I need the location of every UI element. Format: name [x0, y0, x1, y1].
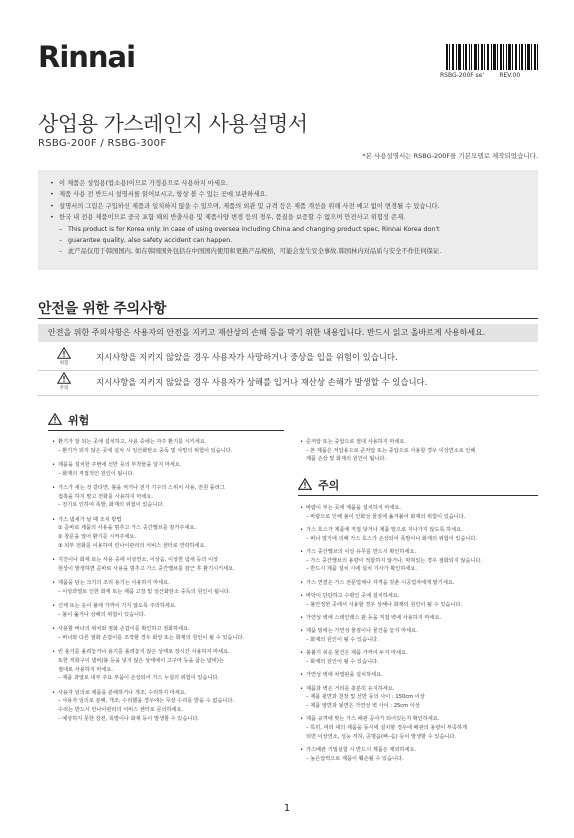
list-item: [300, 715, 467, 741]
item-detail: – 화재의 직접적인 원인이 됩니다.: [58, 470, 134, 477]
item-detail: – 제품 윗면과 천장 및 선반 등의 사이 : 150cm 이상: [306, 694, 425, 701]
symbol-row-danger: [38, 347, 538, 369]
item-text: • 사용할 버너의 위치와 점화 손잡이를 확인하고 점화하세요.: [52, 625, 244, 634]
item-detail: 되면 이상연소, 성능 저하, 공명음(삐–음) 등이 발생할 수 있습니다.: [306, 733, 457, 740]
item-text: • 준저압 또는 중압으로 절대 사용하지 마세요.: [300, 438, 475, 447]
list-item: [52, 689, 234, 724]
item-text: • 가스배관 기밀실험 시 반드시 제품은 제외하세요.: [300, 746, 416, 755]
notice-subitem: – 此产品仅用于韩国国内, 如在韩国国外包括在中国国内使用和更换产品规格，可能会发生安全事故.韩国林内对品质与安全不作任何保证.: [50, 246, 526, 257]
list-item: [300, 548, 482, 574]
item-detail: – 이상과열로 인한 화재 또는 제품 고장 및 일산화탄소 중독의 원인이 됩니다.: [58, 588, 231, 595]
item-text: • 사용자 임의로 제품을 분해하거나 개조, 수리하지 마세요.: [52, 689, 234, 698]
item-text: • 바닥이 단단하고 수평인 곳에 설치하세요.: [300, 592, 462, 601]
caution-heading: [298, 476, 538, 496]
item-detail: – 전기로 인하여 폭발, 화재의 위험이 있습니다.: [58, 502, 164, 509]
item-text: • 가스 연결은 가스 전문업체나 자격을 갖춘 시공업자에게 맡기세요.: [300, 579, 455, 588]
item-detail: 제품 손상 및 화재의 원인이 됩니다.: [306, 456, 387, 463]
symbol-description: 지시사항을 지키지 않았을 경우 사용자가 사망하거나 중상을 입을 위험이 있습니다.: [96, 352, 398, 362]
warning-triangle-icon: [48, 413, 62, 425]
page-number: 1: [283, 803, 291, 814]
list-item: [300, 671, 383, 680]
list-item: [52, 461, 181, 478]
model-note: *본 사용설명서는 RSBG-200F를 기본모델로 제작되었습니다.: [362, 152, 538, 160]
item-detail: – 사용자 임의로 분해, 개조, 수리했을 경우에는 무상 수리를 받을 수 없습니다.: [58, 698, 235, 705]
item-text: • 가스 중간밸브의 이상 유무를 반드시 확인하세요.: [300, 548, 482, 557]
item-detail: 절대로 사용하지 마세요.: [58, 666, 114, 673]
caution-divider: [298, 495, 538, 496]
item-detail: ③ 외부 전화를 이용하여 린나이관리의 서비스 센터로 연락하세요.: [58, 542, 207, 549]
brand-logo: Rinnai: [38, 40, 136, 74]
item-detail: – 제품 과열로 내부 주요 부품이 손상되어 가스 누설의 위험이 있습니다.: [58, 675, 220, 682]
item-detail: – 바람으로 인해 불이 인화성 물질에 옮겨붙어 화재의 위험이 있습니다.: [306, 513, 466, 520]
list-item: [300, 685, 425, 711]
caution-heading-text: 주의: [318, 479, 340, 492]
item-text: • 제품 규격에 맞는 가스 배관 공사가 되어있는지 확인하세요.: [300, 715, 467, 724]
item-text: • 빈 용기를 올려놓거나 용기를 올려놓지 않은 상태로 장시간 사용하지 마세요.: [52, 648, 230, 657]
item-text: • 바람이 부는 곳에 제품을 설치하지 마세요.: [300, 504, 465, 513]
list-item: [300, 504, 465, 521]
list-item: [300, 649, 408, 666]
item-text: • 제품을 담는 크기의 조리 용기는 사용하지 마세요.: [52, 579, 231, 588]
item-detail: – 화재의 원인이 될 수 있습니다.: [306, 659, 379, 665]
list-item: [300, 526, 477, 543]
list-item: [52, 602, 176, 619]
item-detail: – 특히, 여러 대의 제품을 동시에 설치할 경우에 배관의 용량이 부족하게: [306, 725, 468, 731]
item-text: • 제품을 설치한 주변에 선반 등의 부착물을 달지 마세요.: [52, 461, 181, 470]
danger-divider: [48, 430, 284, 431]
notice-item: • 한국 내 전용 제품이므로 중국 포함 해외 반출사용 및 제품사양 변경 등의 경우, 품질을 보증할 수 없으며 안전사고 위험성 존재.: [50, 212, 526, 223]
list-item: [52, 625, 244, 642]
notice-subitem: – This product is for Korea only. In case of using oversea including China and changing product spec, Rinnai Korea don't: [50, 224, 526, 235]
notice-list: [50, 178, 526, 258]
symbol-description: 지시사항을 지키지 않았을 경우 사용자가 상해를 입거나 재산상 손해가 발생할 수 있습니다.: [96, 377, 428, 387]
notice-item: • 설명서의 그림은 구입하신 제품과 일치하지 않을 수 있으며, 제품의 외관 및 규격 등은 제품 개선을 위해 사전 예고 없이 변경될 수 있습니다.: [50, 201, 526, 212]
document-title: 상업용 가스레인지 사용설명서: [38, 112, 308, 136]
danger-heading: [48, 411, 278, 431]
item-detail: – 환기가 되지 않은 곳에 설치 시 일산화탄소 중독 및 사망의 위험이 있습니다.: [58, 447, 233, 454]
list-item: [52, 648, 230, 683]
symbol-danger: [50, 347, 78, 366]
list-item: [52, 516, 206, 551]
list-item: [300, 614, 441, 623]
list-item: [300, 579, 455, 588]
safety-intro: 안전을 위한 주의사항은 사용자의 안전을 지키고 재산상의 손해 등을 막기 위한 내용입니다. 반드시 읽고 올바르게 사용하세요.: [38, 324, 538, 342]
list-item: [52, 484, 225, 510]
item-text: • 환기가 잘 되는 곳에 설치하고, 사용 중에는 자주 환기를 시키세요.: [52, 438, 232, 447]
danger-heading-text: 위험: [68, 414, 90, 427]
section-title: 안전을 위한 주의사항: [38, 301, 167, 317]
caution-triangle-icon: [298, 478, 312, 490]
item-text: • 제품 밑에는 가연성 물질이나 물건을 놓지 마세요.: [300, 627, 418, 636]
item-detail: – 본 제품은 저압용으로 준저압 또는 중압으로 사용할 경우 이상연소로 인해: [306, 447, 476, 454]
list-item: [300, 746, 416, 763]
symbol-label: 주의: [59, 386, 69, 391]
list-item: [300, 627, 418, 644]
item-detail: – 불안정한 곳에서 사용할 경우 상해나 화재의 원인이 될 수 있습니다.: [306, 601, 463, 608]
item-text: • 가연성 벽에 스테인레스 판 등을 직접 벽에 사용하지 마세요.: [300, 614, 441, 623]
symbol-label: 위험: [59, 361, 69, 366]
item-text: • 가스가 새는 것 같다면, 불을 켜거나 전기 기구의 스위치 사용, 전원 플러그: [52, 484, 225, 493]
section-divider: [38, 318, 538, 319]
item-detail: ② 창문을 열어 환기를 시켜주세요.: [58, 534, 137, 541]
notice-subitem-continued: – guarantee quality, also safety accident can happen.: [50, 235, 526, 246]
list-item: [52, 556, 235, 573]
item-text: • 가스 냄새가 날 때 조치 방법: [52, 516, 206, 525]
notice-item: • 제품 사용 전 반드시 설명서를 읽어보시고, 항상 볼 수 있는 곳에 보관하세요.: [50, 189, 526, 200]
item-detail: – 반드시 제품 설치 시에 설치 기사가 확인하세요.: [306, 566, 417, 573]
symbol-caution: [50, 372, 78, 391]
row-divider: [38, 395, 538, 396]
document-models: RSBG-200F / RSBG-300F: [38, 138, 167, 149]
item-detail: – 제품 옆면과 뒷면은 가연성 벽 사이 : 25cm 이상: [306, 703, 420, 709]
list-item: [300, 438, 475, 464]
item-detail: 현상이 발생하면 곧바로 사용을 멈추고 가스 중간밸브를 잠근 후 환기시키세요.: [58, 565, 235, 572]
item-text: • 가연성 벽에 차열판을 설치하세요.: [300, 671, 383, 680]
caution-triangle-icon: [57, 372, 71, 384]
item-detail: – 불이 옮거나 상해의 위험이 있습니다.: [58, 611, 146, 618]
item-detail: – 높은압력으로 제품이 훼손될 수 있습니다.: [306, 755, 404, 762]
list-item: [300, 592, 462, 609]
list-item: [52, 579, 231, 596]
item-text: • 제품과 벽은 거리를 충분히 유지하세요.: [300, 685, 425, 694]
item-text: • 가스 호스가 제품에 직접 닿거나 제품 밑으로 지나가지 않도록 하세요.: [300, 526, 477, 535]
item-detail: ① 곧바로 제품의 사용을 멈추고 가스 중간밸브를 잠가주세요.: [58, 525, 197, 532]
barcode-caption: RSBG-200F se' REV.00: [440, 72, 521, 79]
item-text: • 불붙기 쉬운 물건은 제품 가까이 두지 마세요.: [300, 649, 408, 658]
item-text: • 지진이나 화재 또는 사용 중에 이상연소, 이상음, 이상한 냄새 등의 이상: [52, 556, 235, 565]
item-detail: 또한 직화구이 냄비(불 등을 넣지 않은 상태에서 고구마 등을 굽는 냄비)는: [58, 657, 224, 664]
item-detail: – 예상하지 못한 감전, 폭발이나 화재 등이 발생할 수 있습니다.: [58, 715, 199, 722]
barcode-icon: [446, 44, 538, 70]
row-divider: [38, 370, 538, 371]
list-item: [52, 438, 232, 455]
notice-box: [38, 170, 538, 270]
item-detail: 수리는 반드시 린나이관리의 서비스 센터로 문의하세요.: [58, 706, 184, 713]
item-text: • 신체 또는 옷이 불에 가까이 가지 않도록 주의하세요.: [52, 602, 176, 611]
item-detail: – 버너와 다른 점화 손잡이를 조작할 경우 화상 또는 화재의 원인이 될 수 있습니다.: [58, 634, 245, 641]
item-detail: – 가스 중간밸브의 용량이 적합하지 않거나, 막혀있는 경우 점화되지 않습니다.: [306, 557, 483, 564]
item-detail: – 버너 열기에 의해 가스 호스가 손상되어 폭발이나 화재의 위험이 있습니다.: [306, 535, 478, 542]
item-detail: 접촉을 하지 말고 전화를 사용하지 마세요.: [58, 493, 154, 500]
item-detail: – 화재의 원인이 될 수 있습니다.: [306, 637, 379, 643]
symbol-row-caution: [38, 372, 538, 394]
notice-item: • 이 제품은 상업용(업소용)이므로 가정용으로 사용하지 마세요.: [50, 178, 526, 189]
warning-triangle-icon: [57, 347, 71, 359]
